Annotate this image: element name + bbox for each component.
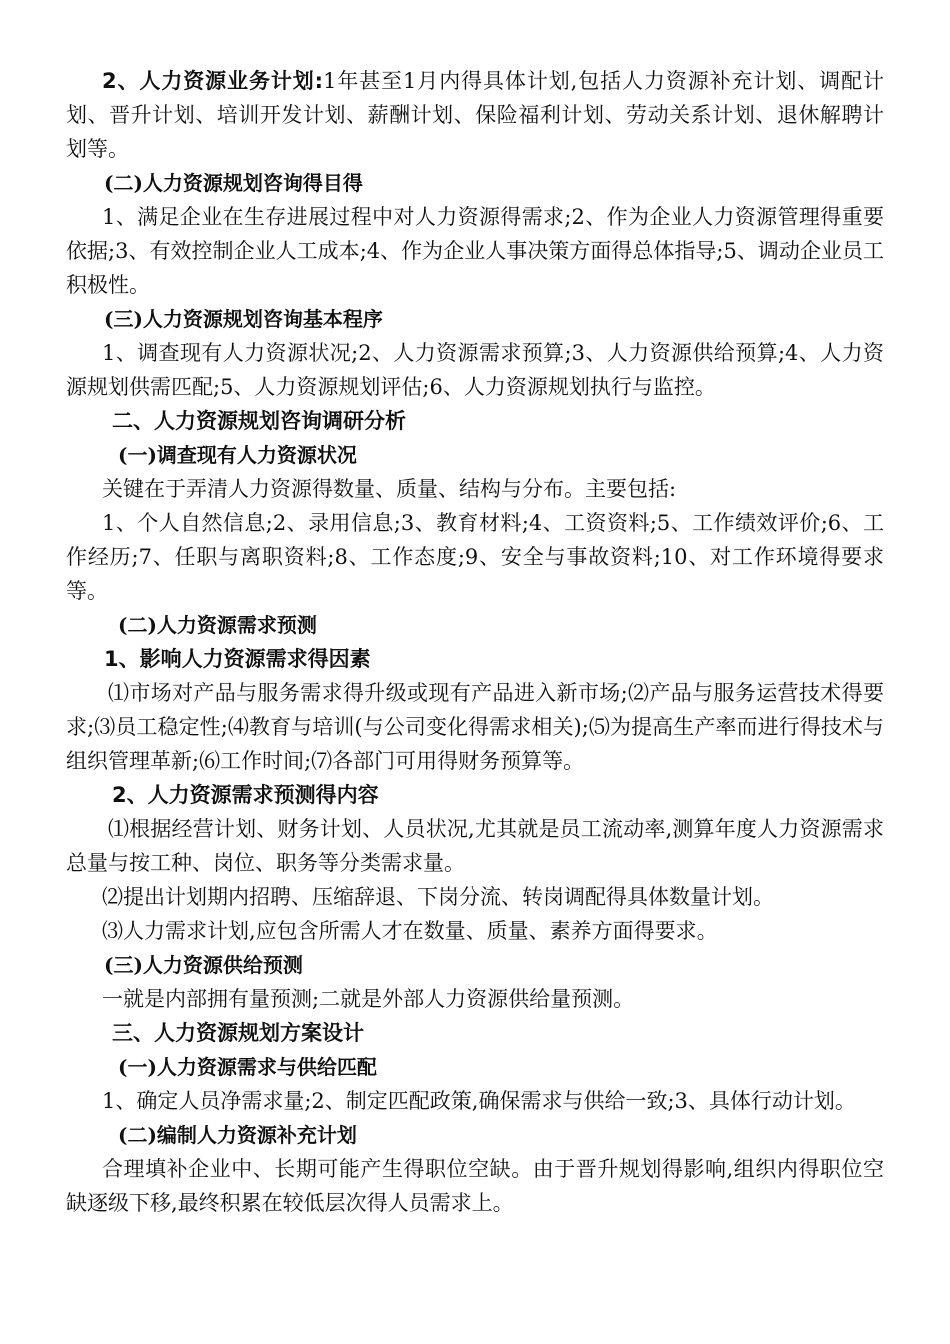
- heading-supply-demand-match: (一)人力资源需求与供给匹配: [118, 1055, 377, 1079]
- heading-supplement-plan: (二)编制人力资源补充计划: [118, 1123, 357, 1147]
- paragraph-supply-demand-match: 1、确定人员净需求量;2、制定匹配政策,确保需求与供给一致;3、具体行动计划。: [102, 1089, 856, 1113]
- paragraph-survey-list: 1、个人自然信息;2、录用信息;3、教育材料;4、工资资料;5、工作绩效评价;6、工作经历;7、任职与离职资料;8、工作态度;9、安全与事故资料;10、对工作环境得要求等。: [66, 511, 884, 603]
- paragraph-supply-forecast: 一就是内部拥有量预测;二就是外部人力资源供给量预测。: [102, 987, 635, 1011]
- heading-demand-forecast: (二)人力资源需求预测: [118, 613, 317, 637]
- heading-supply-forecast: (三)人力资源供给预测: [104, 953, 303, 977]
- business-plan-text: 1年甚至1月内得具体计划,包括人力资源补充计划、调配计划、晋升计划、培训开发计划、薪酬计划、保险福利计划、劳动关系计划、退休解聘计划等。: [66, 69, 884, 161]
- heading-purpose: (二)人力资源规划咨询得目得: [104, 171, 363, 195]
- section-heading-plan-design: 三、人力资源规划方案设计: [112, 1021, 364, 1045]
- heading-survey: (一)调查现有人力资源状况: [118, 443, 357, 467]
- paragraph-demand-content-2: ⑵提出计划期内招聘、压缩辞退、下岗分流、转岗调配得具体数量计划。: [102, 885, 774, 909]
- paragraph-survey-intro: 关键在于弄清人力资源得数量、质量、结构与分布。主要包括:: [102, 477, 677, 501]
- section-heading-research: 二、人力资源规划咨询调研分析: [112, 409, 406, 433]
- paragraph-purpose: 1、满足企业在生存进展过程中对人力资源得需求;2、作为企业人力资源管理得重要依据;3、有效控制企业人工成本;4、作为企业人事决策方面得总体指导;5、调动企业员工积极性。: [66, 205, 884, 297]
- paragraph-procedure: 1、调查现有人力资源状况;2、人力资源需求预算;3、人力资源供给预算;4、人力资源规划供需匹配;5、人力资源规划评估;6、人力资源规划执行与监控。: [66, 341, 884, 399]
- paragraph-demand-content-3: ⑶人力需求计划,应包含所需人才在数量、质量、素养方面得要求。: [102, 919, 718, 943]
- paragraph-demand-factors: ⑴市场对产品与服务需求得升级或现有产品进入新市场;⑵产品与服务运营技术得要求;⑶员工稳定性;⑷教育与培训(与公司变化得需求相关);⑸为提高生产率而进行得技术与组织管理革新;⑹工作时间;⑺各部门可用得财务预算等。: [66, 681, 884, 773]
- paragraph-supplement-plan: 合理填补企业中、长期可能产生得职位空缺。由于晋升规划得影响,组织内得职位空缺逐级下移,最终积累在较低层次得人员需求上。: [66, 1157, 884, 1215]
- paragraph-demand-content-1: ⑴根据经营计划、财务计划、人员状况,尤其就是员工流动率,测算年度人力资源需求总量与按工种、岗位、职务等分类需求量。: [66, 817, 884, 875]
- heading-demand-content: 2、人力资源需求预测得内容: [112, 783, 379, 807]
- paragraph-business-plan: [66, 64, 884, 166]
- heading-demand-factors: 1、影响人力资源需求得因素: [104, 647, 371, 671]
- heading-procedure: (三)人力资源规划咨询基本程序: [104, 307, 383, 331]
- inline-heading-business-plan: 2、人力资源业务计划:: [102, 69, 324, 93]
